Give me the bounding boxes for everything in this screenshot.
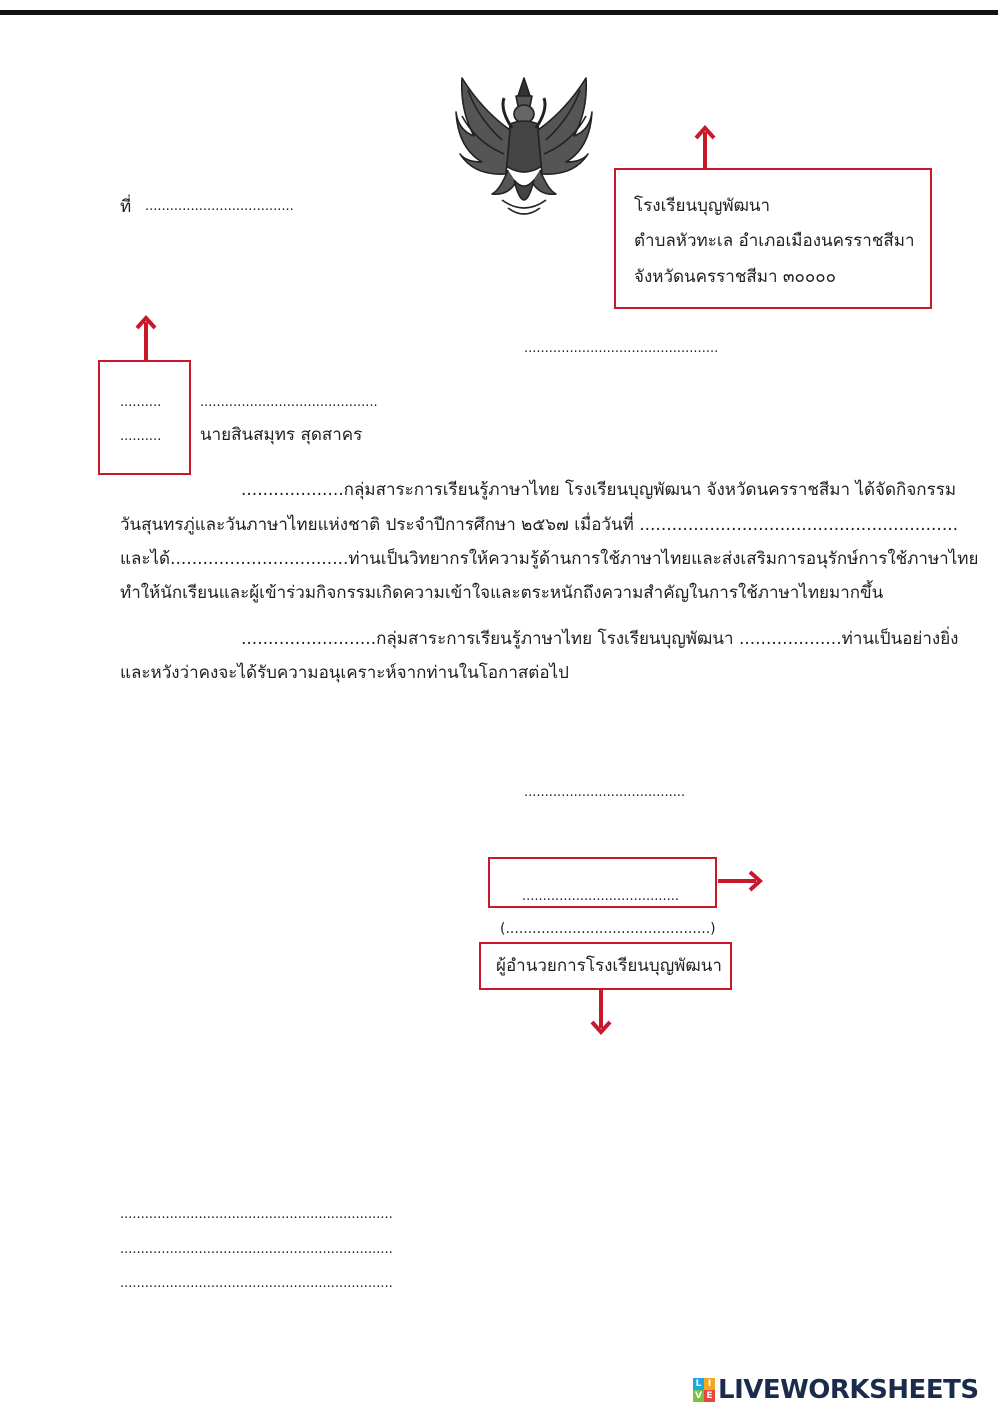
signer-name-blank: (..............................................) [500,921,716,937]
address-arrow-up-icon [692,124,718,170]
subject-value-blank: ........................................... [200,395,378,410]
ref-number-blank: .................................... [145,199,294,214]
position-arrow-down-icon [588,988,614,1036]
date-blank: ............................................... [524,341,719,356]
address-line-3: จังหวัดนครราชสีมา ๓๐๐๐๐ [634,267,837,287]
subject-label-blank: .......... [120,395,162,410]
signer-position: ผู้อำนวยการโรงเรียนบุญพัฒนา [496,956,722,976]
footer-line-1: .................................................................. [120,1207,393,1222]
liveworksheets-brand: LIVEWORKSHEETS [718,1375,979,1405]
subject-arrow-up-icon [133,314,159,362]
body-p1-line3: และได้.................................ท่านเป็นวิทยากรให้ความรู้ด้านการใช้ภาษาไทยและส่งเสริมการอนุรักษ์การใช้ภาษาไทย [120,549,979,569]
ref-label: ที่ [120,197,132,217]
body-p2-line2: และหวังว่าคงจะได้รับความอนุเคราะห์จากท่านในโอกาสต่อไป [120,663,569,683]
body-p1-line1: ...................กลุ่มสาระการเรียนรู้ภาษาไทย โรงเรียนบุญพัฒนา จังหวัดนครราชสีมา ได้จัดกิจกรรม [241,480,957,500]
liveworksheets-mark-icon [693,1378,715,1402]
recipient-label-blank: .......... [120,429,162,444]
subject-labels-highlight-box [98,360,191,475]
signature-arrow-right-icon [716,868,764,894]
address-line-1: โรงเรียนบุญพัฒนา [634,196,771,216]
recipient-name: นายสินสมุทร สุดสาคร [200,425,363,445]
signature-blank: ...................................... [522,889,680,904]
footer-line-2: .................................................................. [120,1242,393,1257]
mark-letter: L [693,1378,704,1390]
garuda-emblem-icon [452,70,596,222]
mark-letter: V [693,1390,704,1402]
mark-letter: E [704,1390,715,1402]
top-rule [0,10,998,15]
body-p2-line1: .........................กลุ่มสาระการเรียนรู้ภาษาไทย โรงเรียนบุญพัฒนา ...................ท่านเป็นอย่างยิ่ง [241,629,959,649]
address-line-2: ตำบลหัวทะเล อำเภอเมืองนครราชสีมา [634,231,915,251]
mark-letter: I [704,1378,715,1390]
closing-blank: ....................................... [524,785,686,800]
body-p1-line2: วันสุนทรภู่และวันภาษาไทยแห่งชาติ ประจำปีการศึกษา ๒๕๖๗ เมื่อวันที่ ........................................................... [120,515,959,535]
footer-line-3: .................................................................. [120,1276,393,1291]
body-p1-line4: ทำให้นักเรียนและผู้เข้าร่วมกิจกรรมเกิดความเข้าใจและตระหนักถึงความสำคัญในการใช้ภาษาไทยมากขึ้น [120,583,884,603]
liveworksheets-logo [693,1375,979,1405]
